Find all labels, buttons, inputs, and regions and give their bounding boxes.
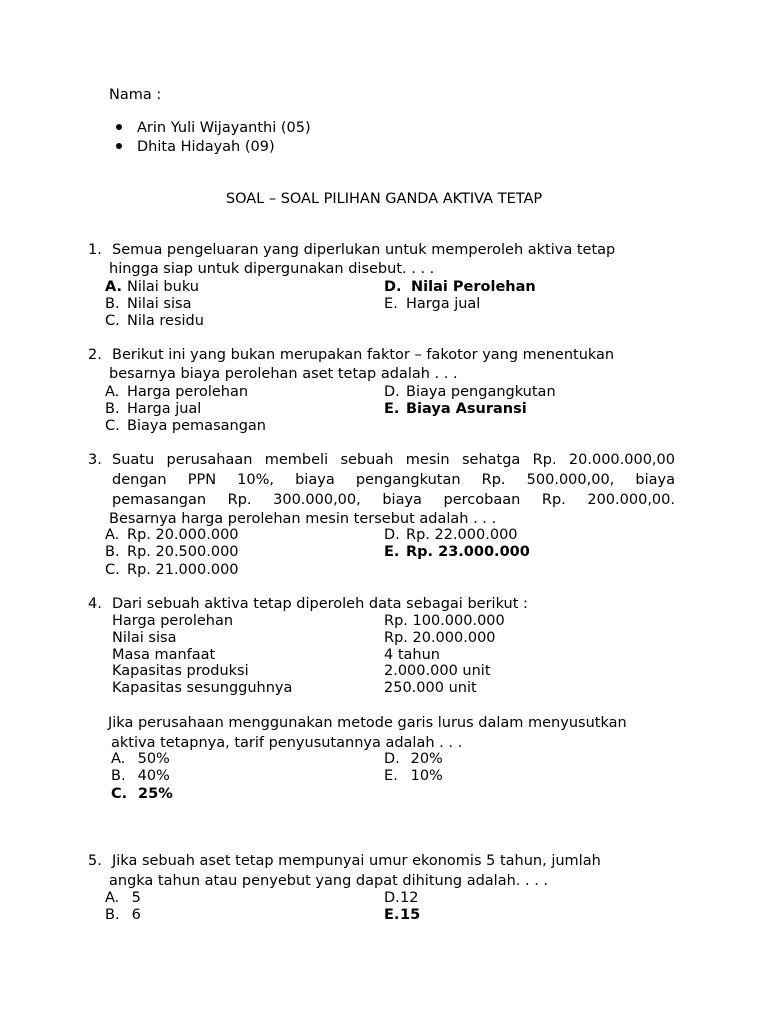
question-text: besarnya biaya perolehan aset tetap adalah . . . — [109, 366, 458, 382]
bullet-icon — [116, 124, 122, 130]
question-text: Jika perusahaan menggunakan metode garis lurus dalam menyusutkan — [108, 715, 627, 731]
option-c-answer: C. 25% — [111, 786, 173, 802]
option-e-answer: E. Rp. 23.000.000 — [384, 544, 530, 560]
question-text: aktiva tetapnya, tarif penyusutannya adalah . . . — [111, 735, 463, 751]
question-text: Suatu perusahaan membeli sebuah mesin sehatga Rp. 20.000.000,00 — [112, 452, 675, 468]
option-a: A. 5 — [105, 890, 141, 906]
option-c: C. Nila residu — [105, 313, 204, 329]
option-a: A. Nilai buku — [105, 279, 199, 295]
question-text: Semua pengeluaran yang diperlukan untuk memperoleh aktiva tetap — [112, 242, 616, 258]
question-text: angka tahun atau penyebut yang dapat dihitung adalah. . . . — [109, 873, 549, 889]
member-item — [116, 139, 275, 156]
question-number: 4. — [88, 596, 102, 612]
bullet-icon — [116, 143, 122, 149]
question-intro: Dari sebuah aktiva tetap diperoleh data sebagai berikut : — [112, 596, 528, 612]
option-d: D. 20% — [384, 751, 443, 767]
data-label: Nilai sisa — [112, 630, 177, 646]
option-d: D.12 — [384, 890, 419, 906]
member-item — [116, 120, 311, 137]
data-label: Kapasitas sesungguhnya — [112, 680, 293, 696]
option-d: D. Rp. 22.000.000 — [384, 527, 518, 543]
option-d: D. Biaya pengangkutan — [384, 384, 556, 400]
option-e: E. 10% — [384, 768, 443, 784]
option-b: B. 6 — [105, 907, 141, 923]
option-e-answer: E.15 — [384, 907, 421, 923]
question-text: Berikut ini yang bukan merupakan faktor – fakotor yang menentukan — [112, 347, 615, 363]
option-b: B. Rp. 20.500.000 — [105, 544, 239, 560]
question-text: hingga siap untuk dipergunakan disebut. . . . — [109, 261, 435, 277]
member-name: Dhita Hidayah (09) — [137, 139, 275, 155]
data-value: 4 tahun — [384, 647, 440, 663]
option-b: B. 40% — [111, 768, 170, 784]
data-label: Masa manfaat — [112, 647, 216, 663]
data-label: Kapasitas produksi — [112, 663, 249, 679]
question-text: Besarnya harga perolehan mesin tersebut adalah . . . — [109, 511, 497, 527]
data-value: Rp. 100.000.000 — [384, 613, 505, 629]
option-e-answer: E. Biaya Asuransi — [384, 401, 527, 417]
data-value: Rp. 20.000.000 — [384, 630, 496, 646]
data-value: 2.000.000 unit — [384, 663, 491, 679]
question-number: 5. — [88, 853, 102, 869]
data-value: 250.000 unit — [384, 680, 477, 696]
option-b: B. Nilai sisa — [105, 296, 192, 312]
option-d-answer: D. Nilai Perolehan — [384, 279, 536, 295]
question-number: 2. — [88, 347, 102, 363]
document-title: SOAL – SOAL PILIHAN GANDA AKTIVA TETAP — [225, 191, 543, 207]
option-a: A. Harga perolehan — [105, 384, 249, 400]
question-text: Jika sebuah aset tetap mempunyai umur ekonomis 5 tahun, jumlah — [112, 853, 601, 869]
option-e: E. Harga jual — [384, 296, 481, 312]
question-text: dengan PPN 10%, biaya pengangkutan Rp. 500.000,00, biaya — [112, 472, 675, 488]
option-c: C. Rp. 21.000.000 — [105, 562, 239, 578]
option-a: A. 50% — [111, 751, 170, 767]
option-c: C. Biaya pemasangan — [105, 418, 266, 434]
member-name: Arin Yuli Wijayanthi (05) — [137, 120, 311, 136]
question-number: 1. — [88, 242, 102, 258]
data-label: Harga perolehan — [112, 613, 234, 629]
question-number: 3. — [88, 452, 102, 468]
option-a: A. Rp. 20.000.000 — [105, 527, 239, 543]
option-b: B. Harga jual — [105, 401, 202, 417]
question-text: pemasangan Rp. 300.000,00, biaya percobaan Rp. 200.000,00. — [112, 492, 675, 508]
nama-label: Nama : — [109, 87, 162, 103]
